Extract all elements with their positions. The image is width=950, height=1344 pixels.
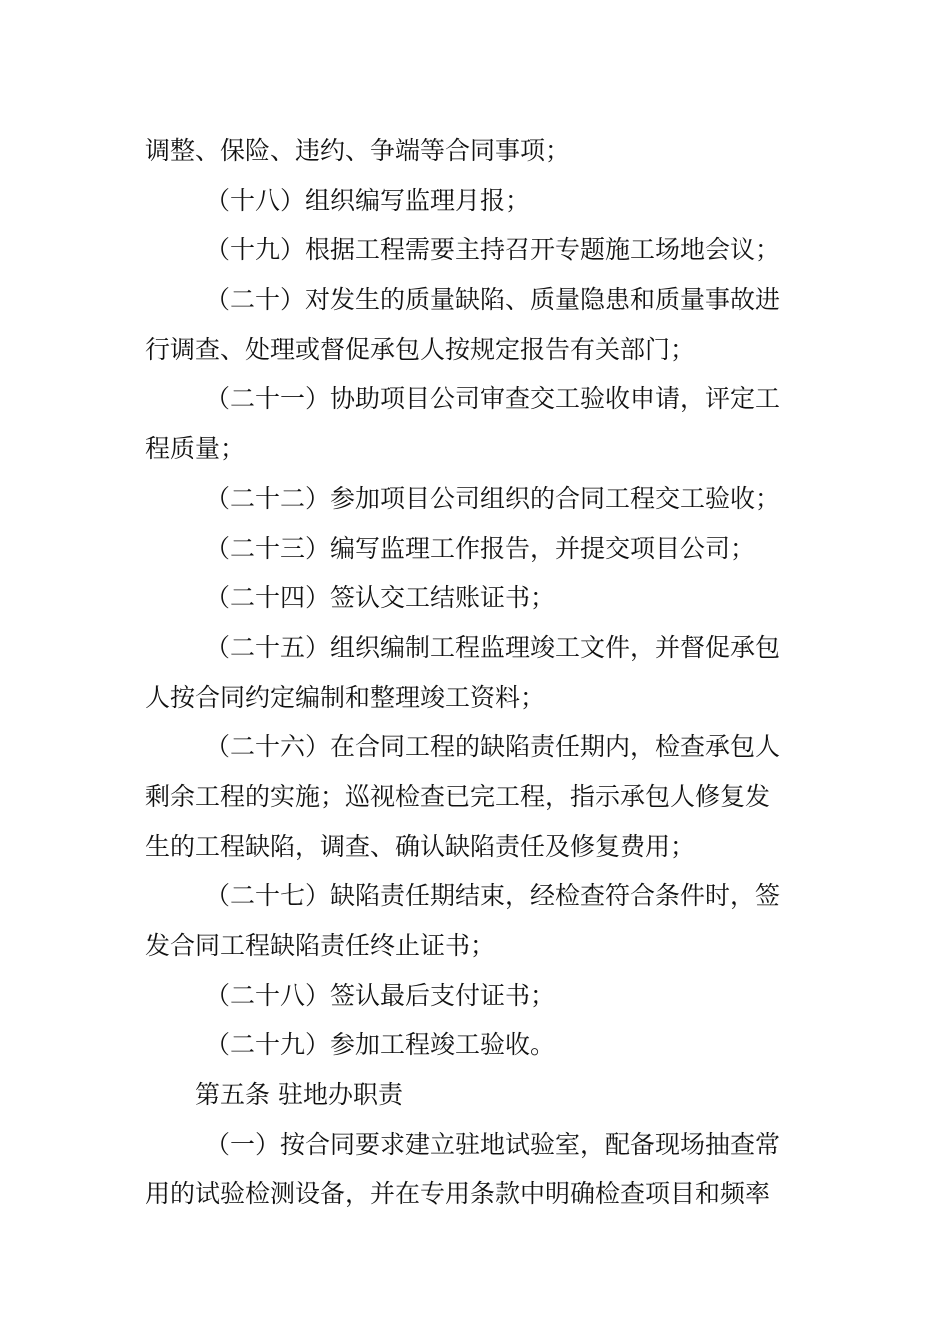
list-item: （十八）组织编写监理月报； [205, 185, 531, 215]
section-heading: 第五条 驻地办职责 [195, 1080, 403, 1110]
list-item: （一）按合同要求建立驻地试验室，配备现场抽查常 [205, 1129, 781, 1159]
list-item: （二十一）协助项目公司审查交工验收申请，评定工 [205, 384, 781, 414]
document-body [145, 126, 795, 1219]
list-item: （二十二）参加项目公司组织的合同工程交工验收； [205, 483, 781, 513]
text-line: 用的试验检测设备，并在专用条款中明确检查项目和频率 [145, 1179, 771, 1209]
text-line: 剩余工程的实施；巡视检查已完工程，指示承包人修复发 [145, 781, 771, 811]
text-line: 发合同工程缺陷责任终止证书； [145, 931, 496, 960]
list-item: （二十三）编写监理工作报告，并提交项目公司； [205, 533, 756, 563]
list-item: （二十）对发生的质量缺陷、质量隐患和质量事故进 [205, 285, 781, 315]
text-line: 人按合同约定编制和整理竣工资料； [145, 682, 546, 712]
text-line: 调整、保险、违约、争端等合同事项； [145, 136, 571, 165]
list-item: （二十四）签认交工结账证书； [205, 583, 556, 613]
list-item: （二十七）缺陷责任期结束，经检查符合条件时，签 [205, 881, 781, 911]
list-item: （二十六）在合同工程的缺陷责任期内，检查承包人 [205, 732, 781, 762]
text-line: 程质量； [145, 434, 246, 464]
list-item: （二十九）参加工程竣工验收。 [205, 1030, 556, 1060]
list-item: （二十八）签认最后支付证书； [205, 980, 556, 1010]
list-item: （十九）根据工程需要主持召开专题施工场地会议； [205, 235, 781, 265]
list-item: （二十五）组织编制工程监理竣工文件，并督促承包 [205, 632, 781, 662]
text-line: 行调查、处理或督促承包人按规定报告有关部门； [145, 334, 696, 364]
text-line: 生的工程缺陷，调查、确认缺陷责任及修复费用； [145, 831, 696, 861]
